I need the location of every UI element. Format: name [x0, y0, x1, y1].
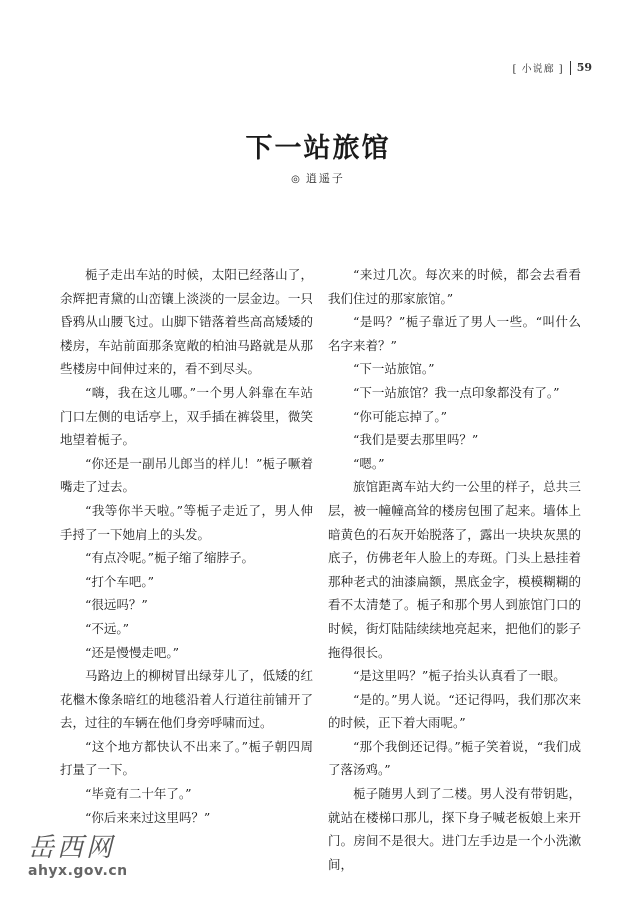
paragraph: 马路边上的柳树冒出绿芽儿了，低矮的红花檵木像条暗红的地毯沿着人行道往前铺开了去，过往的车辆在他们身旁呼啸而过。 [60, 668, 313, 731]
section-label: [ 小说廊 ] [512, 64, 564, 75]
paragraph: “你还是一副吊儿郎当的样儿！”栀子噘着嘴走了过去。 [60, 455, 313, 495]
paragraph: “是这里吗？”栀子抬头认真看了一眼。 [353, 668, 566, 684]
paragraph: 旅馆距离车站大约一公里的样子，总共三层，被一幢幢高耸的楼房包围了起来。墙体上暗黄色的石灰开始脱落了，露出一块块灰黑的底子，仿佛老年人脸上的寿斑。门头上悬挂着那种老式的油漆扁额，黑底金字，模模糊糊的看不太清楚了。栀子和那个男人到旅馆门口的时候，街灯陆陆续续地亮起来，把他们的影子拖得很长。 [328, 479, 581, 660]
article-title: 下一站旅馆 [245, 133, 391, 164]
watermark-logo: 岳西网 [28, 833, 116, 863]
paragraph: “不远。” [85, 620, 130, 636]
left-column [60, 263, 313, 829]
paragraph: “还是慢慢走吧。” [85, 644, 180, 660]
right-column [328, 263, 581, 876]
paragraph: “嗨，我在这儿哪。”一个男人斜靠在车站门口左侧的电话亭上，双手插在裤袋里，微笑地望着栀子。 [60, 384, 313, 448]
watermark-url: ahyx.gov.cn [28, 863, 128, 879]
paragraph: “你可能忘掉了。” [353, 408, 448, 424]
paragraph: “你后来来过这里吗？” [85, 809, 211, 825]
paragraph: “嗯。” [353, 455, 385, 471]
site-watermark [28, 833, 128, 879]
paragraph: “很远吗？” [85, 597, 148, 613]
byline [0, 170, 636, 186]
header-divider [570, 61, 571, 75]
paragraph: “我等你半天啦。”等栀子走近了，男人伸手捋了一下她肩上的头发。 [60, 502, 313, 542]
author-name: 逍遥子 [305, 172, 345, 185]
paragraph: “打个车吧。” [85, 573, 155, 589]
paragraph: 栀子随男人到了二楼。男人没有带钥匙，就站在楼梯口那儿，探下身子喊老板娘上来开门。房间不是很大。进门左手边是一个小洗漱间， [328, 786, 581, 872]
paragraph: “是的。”男人说。“还记得吗，我们那次来的时候，正下着大雨呢。” [328, 691, 581, 731]
paragraph: “是吗？”栀子靠近了男人一些。“叫什么名字来着？” [328, 314, 581, 353]
paragraph: “有点冷呢。”栀子缩了缩脖子。 [85, 550, 255, 566]
page-number: 59 [576, 61, 592, 74]
paragraph: “这个地方都快认不出来了。”栀子朝四周打量了一下。 [60, 738, 313, 778]
paragraph: “那个我倒还记得。”栀子笑着说，“我们成了落汤鸡。” [328, 738, 581, 778]
circle-bullet-icon: ◎ [291, 174, 302, 185]
paragraph: “毕竟有二十年了。” [85, 786, 192, 802]
paragraph: 栀子走出车站的时候，太阳已经落山了，余辉把青黛的山峦镶上淡淡的一层金边。一只昏鸦从山腰飞过。山脚下错落着些高高矮矮的楼房，车站前面那条宽敞的柏油马路就是从那些楼房中间伸过来的，看不到尽头。 [60, 267, 313, 377]
paragraph: “来过几次。每次来的时候，都会去看看我们住过的那家旅馆。” [328, 267, 581, 306]
running-head [513, 60, 592, 75]
paragraph: “我们是要去那里吗？” [353, 432, 479, 448]
paragraph: “下一站旅馆？我一点印象都没有了。” [353, 384, 560, 400]
paragraph: “下一站旅馆。” [353, 361, 435, 377]
